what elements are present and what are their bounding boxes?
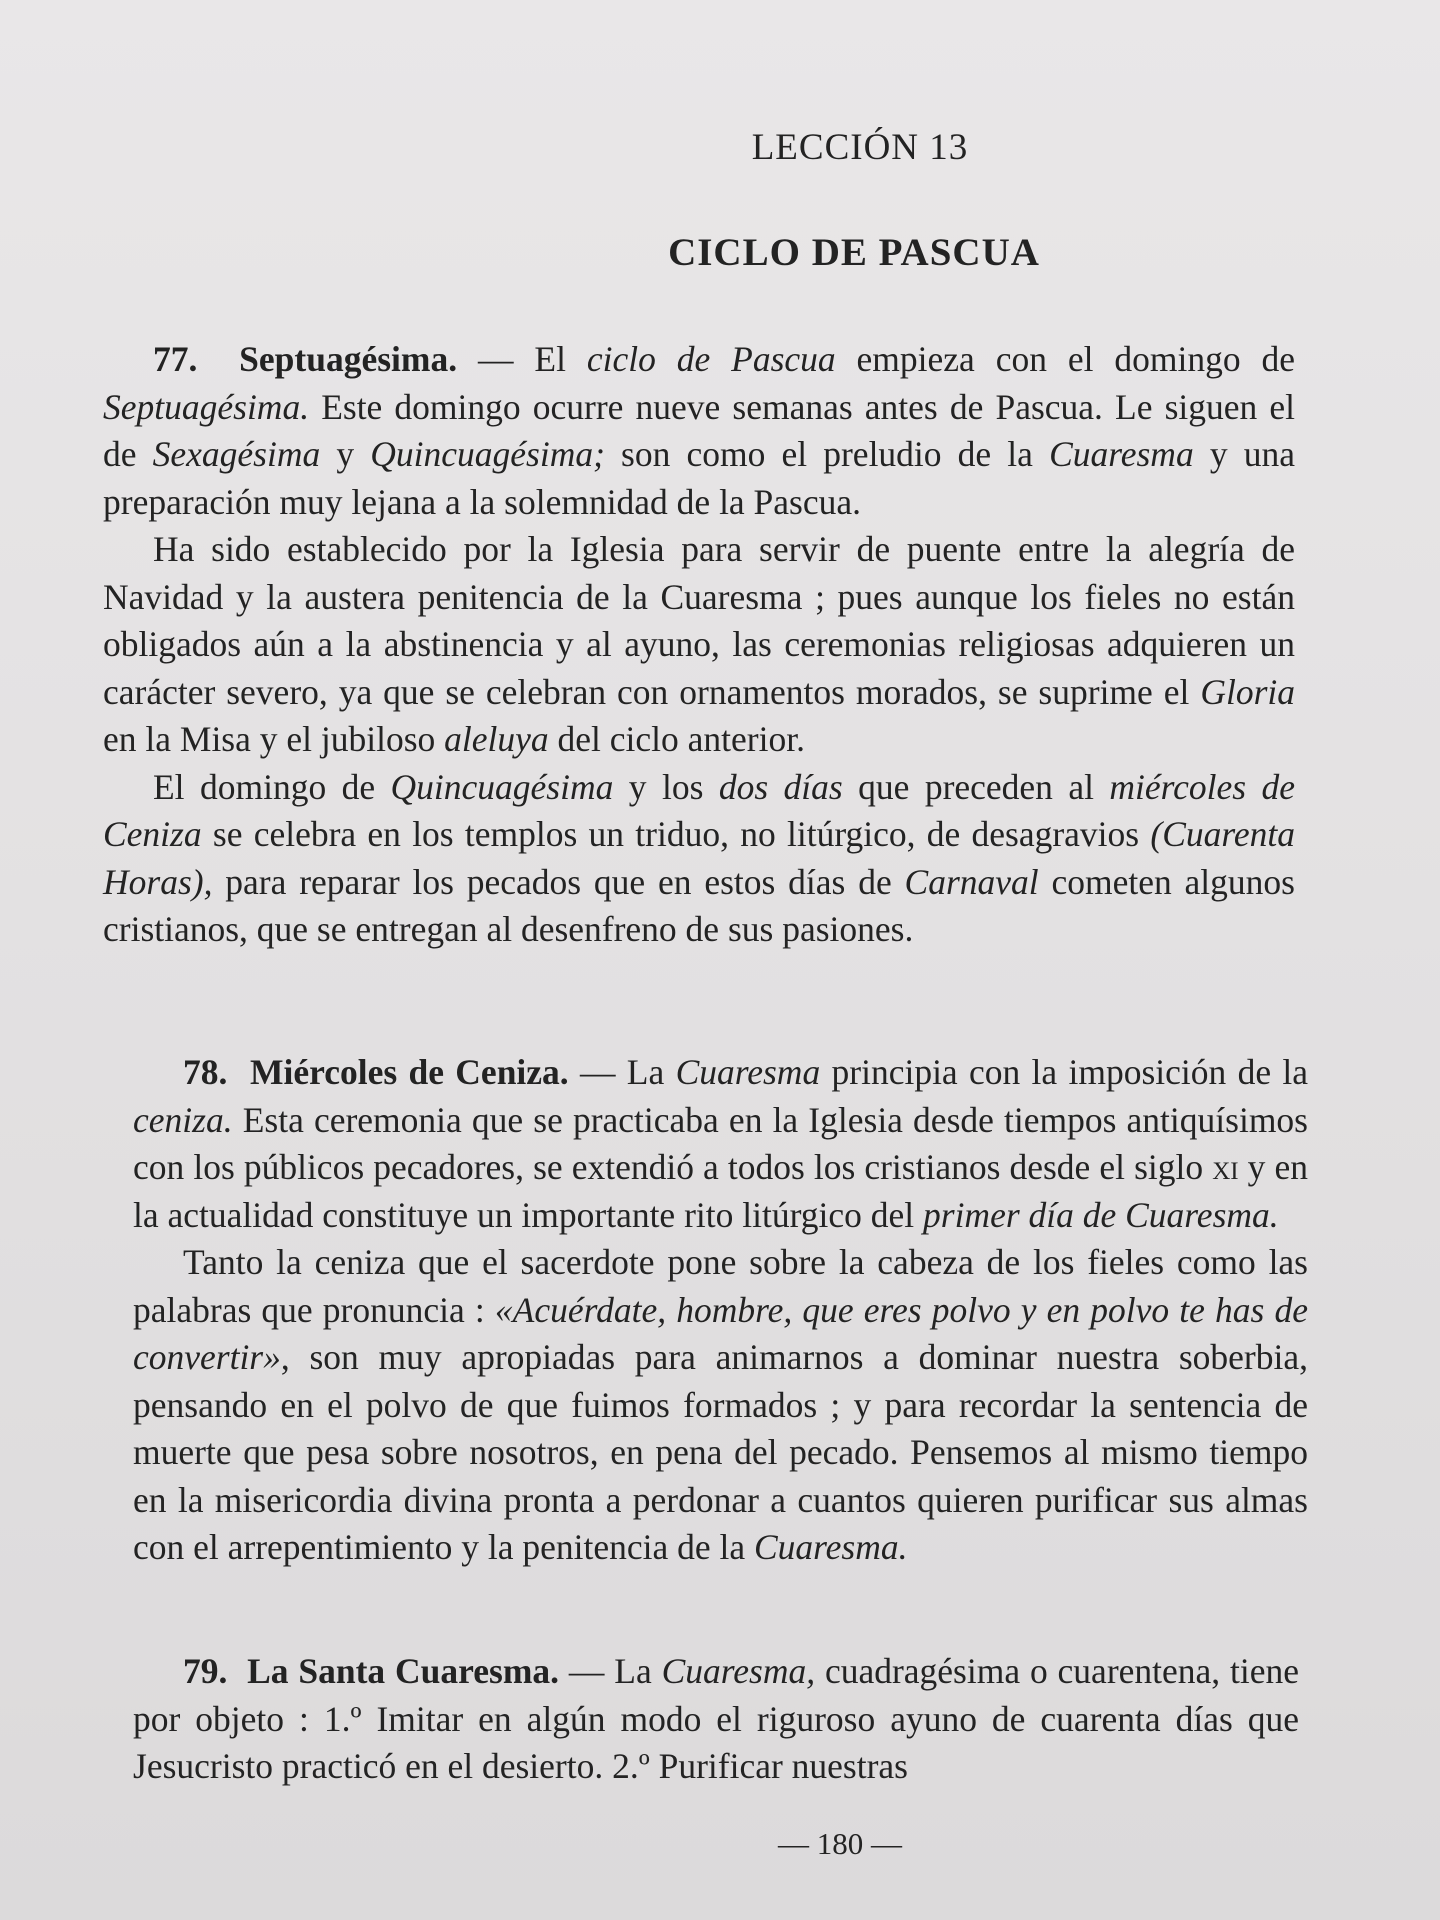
section-77-italic: Cuaresma: [1049, 434, 1194, 474]
section-77-italic: Septuagésima.: [103, 386, 310, 427]
section-78-text: — La: [568, 1052, 676, 1092]
section-78-text: , son muy apropiadas para animarnos a dominar nuestra soberbia, pensando en el polvo de que fuimos formados ; y para recordar la sentencia de muerte que pesa sobre nosotros, en pena del pecado. Pensemos al mismo tiempo en la misericordia divina pronta a perdonar a cuantos quieren purificar sus almas con el arrepentimiento y la penitencia de la: [133, 1337, 1308, 1567]
section-77-text: Ha sido establecido por la Iglesia para servir de puente entre la alegría de Navidad y la austera penitencia de la Cuaresma ; pues aunque los fieles no están obligados aún a la abstinencia y al ayuno, las ceremonias religiosas adquieren un carácter severo, ya que se celebran con ornamentos morados, se suprime el: [103, 529, 1295, 712]
section-77-italic: ciclo de Pascua: [586, 339, 836, 379]
section-78-text: Esta ceremonia que se practicaba en la Iglesia desde tiempos antiquísimos con los públicos pecadores, se extendió a todos los cristianos desde el siglo: [133, 1099, 1308, 1187]
section-77-text: y los: [613, 766, 719, 807]
section-77-italic: (Cuarenta Horas),: [103, 814, 1295, 902]
chapter-title: [0, 230, 1440, 275]
section-78-text: principia con la imposición de la: [820, 1052, 1308, 1092]
section-78-number: 78.: [183, 1052, 228, 1092]
section-78-italic: primer día de Cuaresma.: [923, 1194, 1279, 1235]
section-77-text: y: [320, 434, 371, 474]
section-78-text: y en la actualidad constituye un importante rito litúrgico del: [133, 1147, 1308, 1235]
section-77-text: en la Misa y el jubiloso: [103, 719, 445, 759]
section-77-text: del ciclo anterior.: [548, 719, 805, 759]
section-77-text: empieza con el domingo de: [835, 339, 1295, 379]
section-78-paragraph-2: [133, 1239, 1308, 1572]
section-79: [133, 1648, 1299, 1791]
section-77-heading: Septuagésima.: [239, 339, 458, 379]
section-77-paragraph-3: [103, 764, 1295, 954]
section-77-text: — El: [457, 339, 587, 379]
section-78-italic: ceniza.: [133, 1099, 233, 1140]
section-77-italic: Quincuagésima;: [370, 434, 605, 474]
section-77-italic: Sexagésima: [152, 434, 321, 474]
section-77-italic: miércoles de Ceniza: [103, 766, 1296, 854]
section-77-text: para reparar los pecados que en estos días de: [212, 861, 905, 902]
section-78-italic: Cuaresma.: [753, 1527, 908, 1567]
section-79-text: — La: [559, 1651, 662, 1691]
section-77-italic: aleluya: [444, 719, 549, 759]
section-77-text: Este domingo ocurre nueve semanas antes de Pascua. Le siguen el de: [103, 386, 1295, 474]
section-79-text: cuadragésima o cuarentena, tiene por objeto : 1.º Imitar en algún modo el riguroso ayuno de cuarenta días que Jesucristo practicó en el desierto. 2.º Purificar nuestras: [133, 1651, 1299, 1786]
section-77-paragraph-1: [103, 336, 1295, 526]
lesson-number-text: LECCIÓN 13: [751, 127, 969, 168]
section-78-quote: «Acuérdate, hombre, que eres polvo y en polvo te has de convertir»: [133, 1289, 1308, 1377]
section-77-text: cometen algunos cristianos, que se entregan al desenfreno de sus pasiones.: [103, 861, 1295, 949]
lesson-number: [0, 126, 1440, 169]
section-77-italic: Carnaval: [904, 861, 1039, 902]
section-78: [133, 1049, 1308, 1572]
section-77-italic: dos días: [718, 766, 843, 807]
section-78-text: Tanto la ceniza que el sacerdote pone sobre la cabeza de los fieles como las palabras que pronuncia :: [133, 1242, 1308, 1330]
section-77-paragraph-2: [103, 526, 1295, 764]
section-77-text: se celebra en los templos un triduo, no litúrgico, de desagravios: [201, 814, 1151, 854]
page-number-text: — 180 —: [778, 1826, 902, 1861]
section-77-text: y una preparación muy lejana a la solemnidad de la Pascua.: [103, 434, 1295, 522]
section-77-text: que preceden al: [842, 766, 1110, 807]
section-77: [103, 336, 1295, 954]
section-78-italic: Cuaresma: [675, 1052, 821, 1092]
section-78-paragraph-1: [133, 1049, 1308, 1239]
section-77-italic: Quincuagésima: [390, 766, 614, 807]
page-number: [0, 1826, 1440, 1862]
section-79-number: 79.: [183, 1651, 228, 1691]
section-79-heading: La Santa Cuaresma.: [247, 1651, 560, 1691]
section-77-number: 77.: [153, 339, 198, 379]
section-79-paragraph-1: [133, 1648, 1299, 1791]
section-78-heading: Miércoles de Ceniza.: [250, 1052, 569, 1092]
section-77-text: son como el preludio de la: [604, 434, 1050, 474]
section-77-italic: Gloria: [1200, 671, 1295, 712]
section-79-italic: Cuaresma,: [661, 1651, 816, 1691]
section-77-text: El domingo de: [153, 766, 391, 807]
chapter-title-text: CICLO DE PASCUA: [668, 231, 1040, 274]
section-78-text: xi: [1212, 1147, 1239, 1187]
